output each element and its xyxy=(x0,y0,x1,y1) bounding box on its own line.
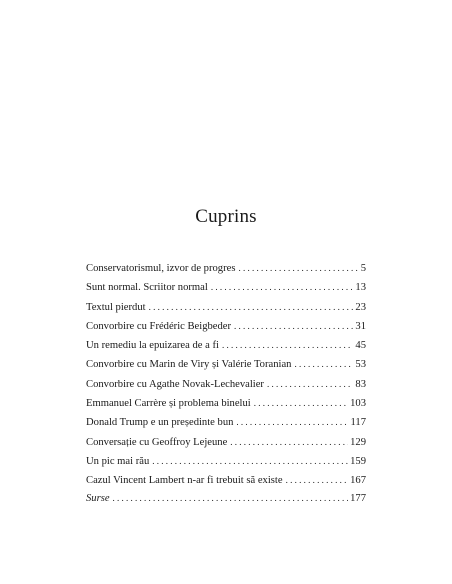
table-of-contents xyxy=(86,259,366,491)
toc-entry xyxy=(86,259,366,278)
toc-entry-title: Convorbire cu Marin de Viry și Valérie Toranian xyxy=(86,359,292,371)
toc-entry-title: Un remediu la epuizarea de a fi xyxy=(86,340,219,352)
toc-page-number: 177 xyxy=(350,493,366,504)
toc-entry xyxy=(86,278,366,297)
toc-entry xyxy=(86,394,366,413)
toc-leader-dots xyxy=(113,489,349,508)
toc-entry-title: Cazul Vincent Lambert n-ar fi trebuit să existe xyxy=(86,475,283,487)
toc-leader-dots xyxy=(286,471,349,490)
toc-leader-dots xyxy=(152,452,348,471)
toc-leader-dots xyxy=(238,259,358,278)
toc-entry-sources xyxy=(86,489,366,508)
toc-entry xyxy=(86,317,366,336)
toc-sources-title: Surse xyxy=(86,493,110,504)
page-title: Cuprins xyxy=(195,206,257,227)
toc-page-number: 167 xyxy=(350,475,366,487)
toc-leader-dots xyxy=(149,298,354,317)
toc-entry-title: Sunt normal. Scriitor normal xyxy=(86,282,208,294)
toc-entry-title: Un pic mai rău xyxy=(86,455,150,467)
toc-leader-dots xyxy=(230,433,348,452)
toc-page-number: 23 xyxy=(355,301,366,313)
toc-page-number: 31 xyxy=(355,320,366,332)
toc-entry xyxy=(86,413,366,432)
toc-entry xyxy=(86,433,366,452)
toc-page-number: 117 xyxy=(350,417,366,429)
toc-entry xyxy=(86,336,366,355)
toc-entry-title: Emmanuel Carrère și problema binelui xyxy=(86,398,251,410)
toc-entry-title: Convorbire cu Agathe Novak-Lechevalier xyxy=(86,378,264,390)
toc-entry-title: Donald Trump e un președinte bun xyxy=(86,417,234,429)
toc-leader-dots xyxy=(294,355,353,374)
toc-leader-dots xyxy=(234,317,353,336)
toc-leader-dots xyxy=(254,394,348,413)
toc-entry xyxy=(86,298,366,317)
toc-entry xyxy=(86,471,366,490)
toc-entry xyxy=(86,355,366,374)
toc-leader-dots xyxy=(211,278,354,297)
toc-sources xyxy=(86,489,366,508)
toc-page-number: 103 xyxy=(350,398,366,410)
toc-page-number: 13 xyxy=(355,282,366,294)
toc-page-number: 129 xyxy=(350,436,366,448)
toc-entry xyxy=(86,452,366,471)
toc-entry-title: Textul pierdut xyxy=(86,301,146,313)
toc-leader-dots xyxy=(267,375,353,394)
toc-page-number: 83 xyxy=(355,378,366,390)
toc-page-number: 45 xyxy=(355,340,366,352)
toc-entry xyxy=(86,375,366,394)
toc-page-number: 5 xyxy=(360,263,366,274)
toc-leader-dots xyxy=(236,413,348,432)
toc-entry-title: Conversație cu Geoffroy Lejeune xyxy=(86,436,228,448)
toc-entry-title: Conservatorismul, izvor de progres xyxy=(86,263,236,274)
toc-page-number: 53 xyxy=(355,359,366,371)
toc-page-number: 159 xyxy=(350,455,366,467)
toc-leader-dots xyxy=(222,336,353,355)
toc-entry-title: Convorbire cu Frédéric Beigbeder xyxy=(86,320,232,332)
